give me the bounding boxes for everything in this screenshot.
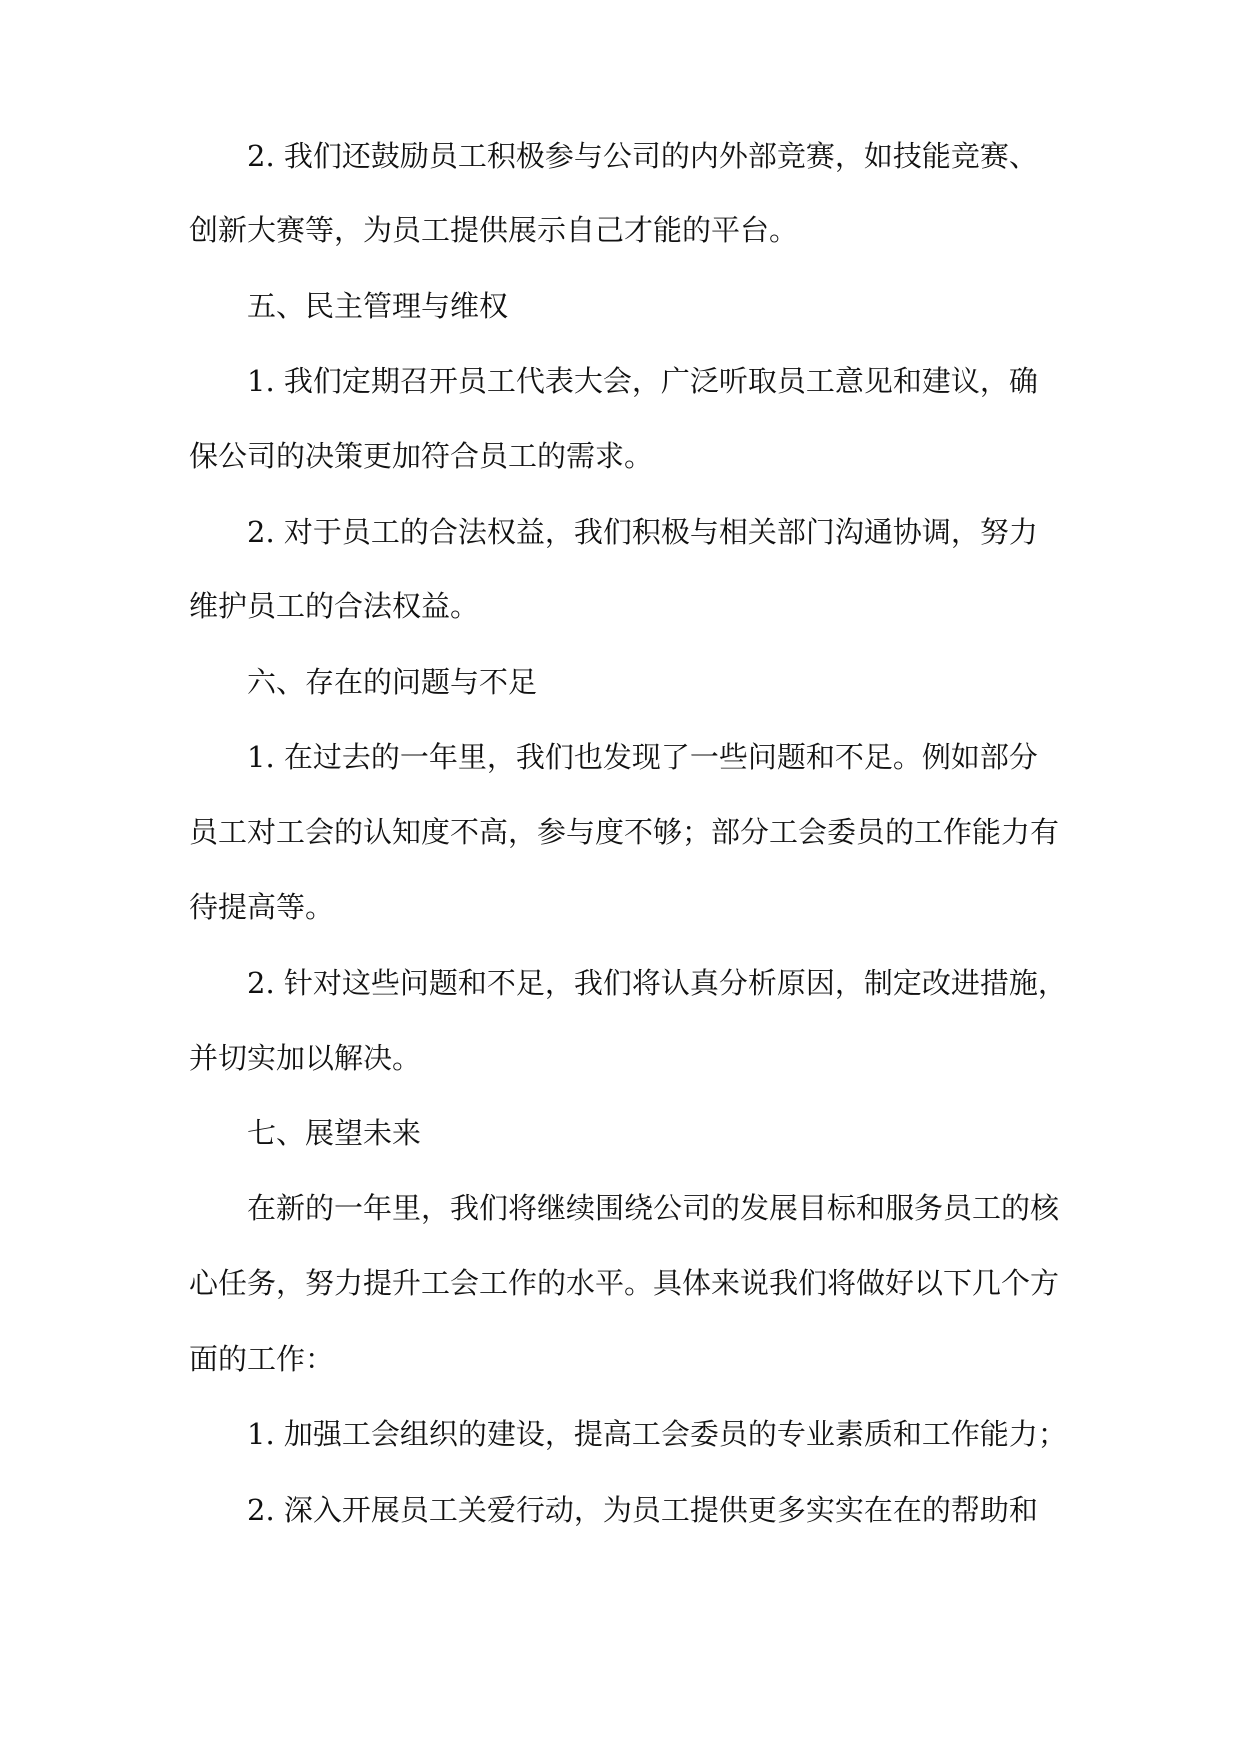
paragraph-line: 创新大赛等，为员工提供展示自己才能的平台。: [189, 213, 799, 247]
paragraph-line: 1. 在过去的一年里，我们也发现了一些问题和不足。例如部分: [247, 740, 1038, 774]
paragraph-line: 在新的一年里，我们将继续围绕公司的发展目标和服务员工的核: [247, 1191, 1060, 1225]
paragraph-line: 1. 我们定期召开员工代表大会，广泛听取员工意见和建议，确: [247, 364, 1038, 398]
paragraph-line: 维护员工的合法权益。: [189, 589, 480, 623]
paragraph-line: 2. 深入开展员工关爱行动，为员工提供更多实实在在的帮助和: [247, 1493, 1038, 1527]
paragraph-line: 2. 针对这些问题和不足，我们将认真分析原因，制定改进措施，: [247, 966, 1067, 1000]
paragraph-line: 待提高等。: [189, 890, 335, 924]
paragraph-line: 2. 对于员工的合法权益，我们积极与相关部门沟通协调，努力: [247, 515, 1038, 549]
paragraph-line: 保公司的决策更加符合员工的需求。: [189, 439, 654, 473]
paragraph-line: 面的工作：: [189, 1342, 335, 1376]
paragraph-line: 1. 加强工会组织的建设，提高工会委员的专业素质和工作能力；: [247, 1417, 1067, 1451]
paragraph-line: 心任务，努力提升工会工作的水平。具体来说我们将做好以下几个方: [189, 1266, 1060, 1300]
paragraph-line: 员工对工会的认知度不高，参与度不够；部分工会委员的工作能力有: [189, 815, 1060, 849]
paragraph-line: 2. 我们还鼓励员工积极参与公司的内外部竞赛，如技能竞赛、: [247, 139, 1038, 173]
section-heading: 七、展望未来: [247, 1116, 422, 1150]
section-heading: 五、民主管理与维权: [247, 289, 509, 323]
section-heading: 六、存在的问题与不足: [247, 665, 538, 699]
paragraph-line: 并切实加以解决。: [189, 1041, 422, 1075]
